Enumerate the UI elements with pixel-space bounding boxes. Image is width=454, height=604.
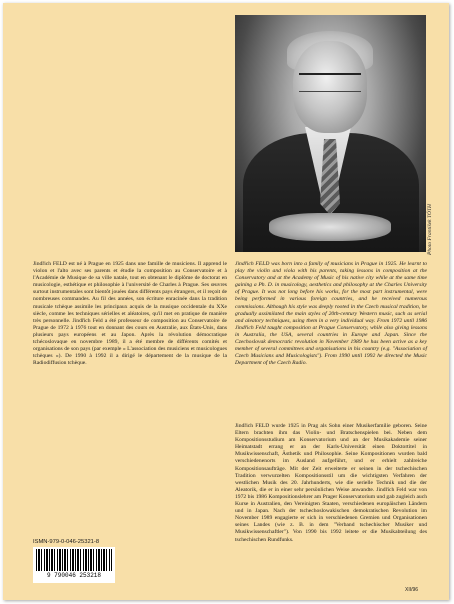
photo-credit: Photo František TÓTH: [427, 203, 433, 255]
barcode: [33, 547, 115, 583]
composer-portrait-photo: [235, 15, 426, 252]
portrait-glasses: [299, 73, 361, 92]
catalog-code: XII/96: [405, 587, 419, 593]
biography-german: Jindřich FELD wurde 1925 in Prag als Sohn einer Musikerfamilie geboren. Seine Eltern brachten ihm das Violin- und Bratschenspielen bei. Neben dem Kompositionsstudium am Konservatorium und an der Musikakademie seiner Heimatstadt errang er an der Karls-Universität einen Doktortitel in Musikwissenschaft, Ästhetik und Philosophie. Seine Kompositionen wurden bald verschiedenenorts im Ausland aufgeführt, und er erhielt zahlreiche Kompositionsaufträge. Mit der Zeit erweiterte er seinen in der tschechischen Tradition verwurzelten Kompositionsstil um die wichtigsten Verfahren der westlichen Musik des 20. Jahrhunderts, wie die serielle Technik und die der Aleatorik, die er in einer sehr persönlichen Weise anwandte. Jindřich Feld war von 1972 bis 1986 Kompositionslehrer am Prager Konservatorium und gab zugleich auch Kurse in Australien, den Vereinigten Staaten, verschiedenen europäischen Ländern und in Japan. Nach der tschechoslowakischen demokratischen Revolution im November 1989 engagierte er sich in verschiedenen Gremien und Organisationen seines Landes (wie z. B. in dem "Verband tschechischer Musiker und Musikwissenschaftler"). Von 1990 bis 1992 leitete er die Musikabteilung des tschechischen Rundfunks.: [235, 423, 427, 543]
biography-english: Jindřich FELD was born into a family of musicians in Prague in 1925. He learnt to play the violin and viola with his parents, taking lessons in composition at the Conservatory and at the Academy of Music of his native city while at the same time gaining a Ph. D. in musicology, aesthetics and philosophy at the Charles University of Prague. It was not long before his works, for the most part instrumental, were being performed in various foreign countries, and he received numerous commissions. Although his style was deeply rooted in the Czech musical tradition, he gradually assimilated the main styles of 20th-century Western music, such as serial and aleatory techniques, using them in a very individual way. From 1972 until 1986 Jindřich Feld taught composition at Prague Conservatory, while also giving lessons in Australia, the USA, several countries in Europe and Japan. Since the Czechoslovak democratic revolution in November 1989 he has been active as a key member of several committees and organisations in his country (e.g. "Association of Czech Musicians and Musicologists"). From 1990 until 1992 he directed the Music Department of the Czech Radio.: [235, 261, 427, 367]
barcode-digits: 9 790046 253218: [46, 572, 101, 579]
biography-french: Jindřich FELD est né à Prague en 1925 dans une famille de musiciens. Il apprend le violon et l'alto avec ses parents et étudie la composition au Conservatoire et à l'Académie de Musique de sa ville natale, tout en obtenant le diplôme de doctorat en musicologie, esthétique et philosophie à l'université de Charles à Prague. Ses œuvres surtout instrumentales sont bientôt jouées dans différents pays étrangers, et il reçoit de nombreuses commandes. Au fil des années, son écriture enracinée dans la tradition musicale tchèque assimile les principaux acquis de la musique occidentale du XXe siècle, comme les techniques sérielles et aléatoires, qu'il met en pratique de manière très personnelle. Jindřich Feld a été professeur de composition au Conservatoire de Prague de 1972 à 1976 tout en donnant des cours en Australie, aux États-Unis, dans plusieurs pays européens et au Japon. Après la révolution démocratique tchécoslovaque en novembre 1989, il a été membre de différents comités et organisations de son pays (par exemple « L'association des musiciens et musicologues tchèques »). De 1990 à 1992 il a dirigé le département de la musique de la Radiodiffusion tchèque.: [33, 261, 227, 367]
ismn-number: ISMN-979-0-046-25321-8: [33, 539, 100, 545]
portrait-hands: [269, 213, 391, 241]
barcode-bars: [36, 549, 112, 571]
book-back-cover: [3, 3, 449, 600]
